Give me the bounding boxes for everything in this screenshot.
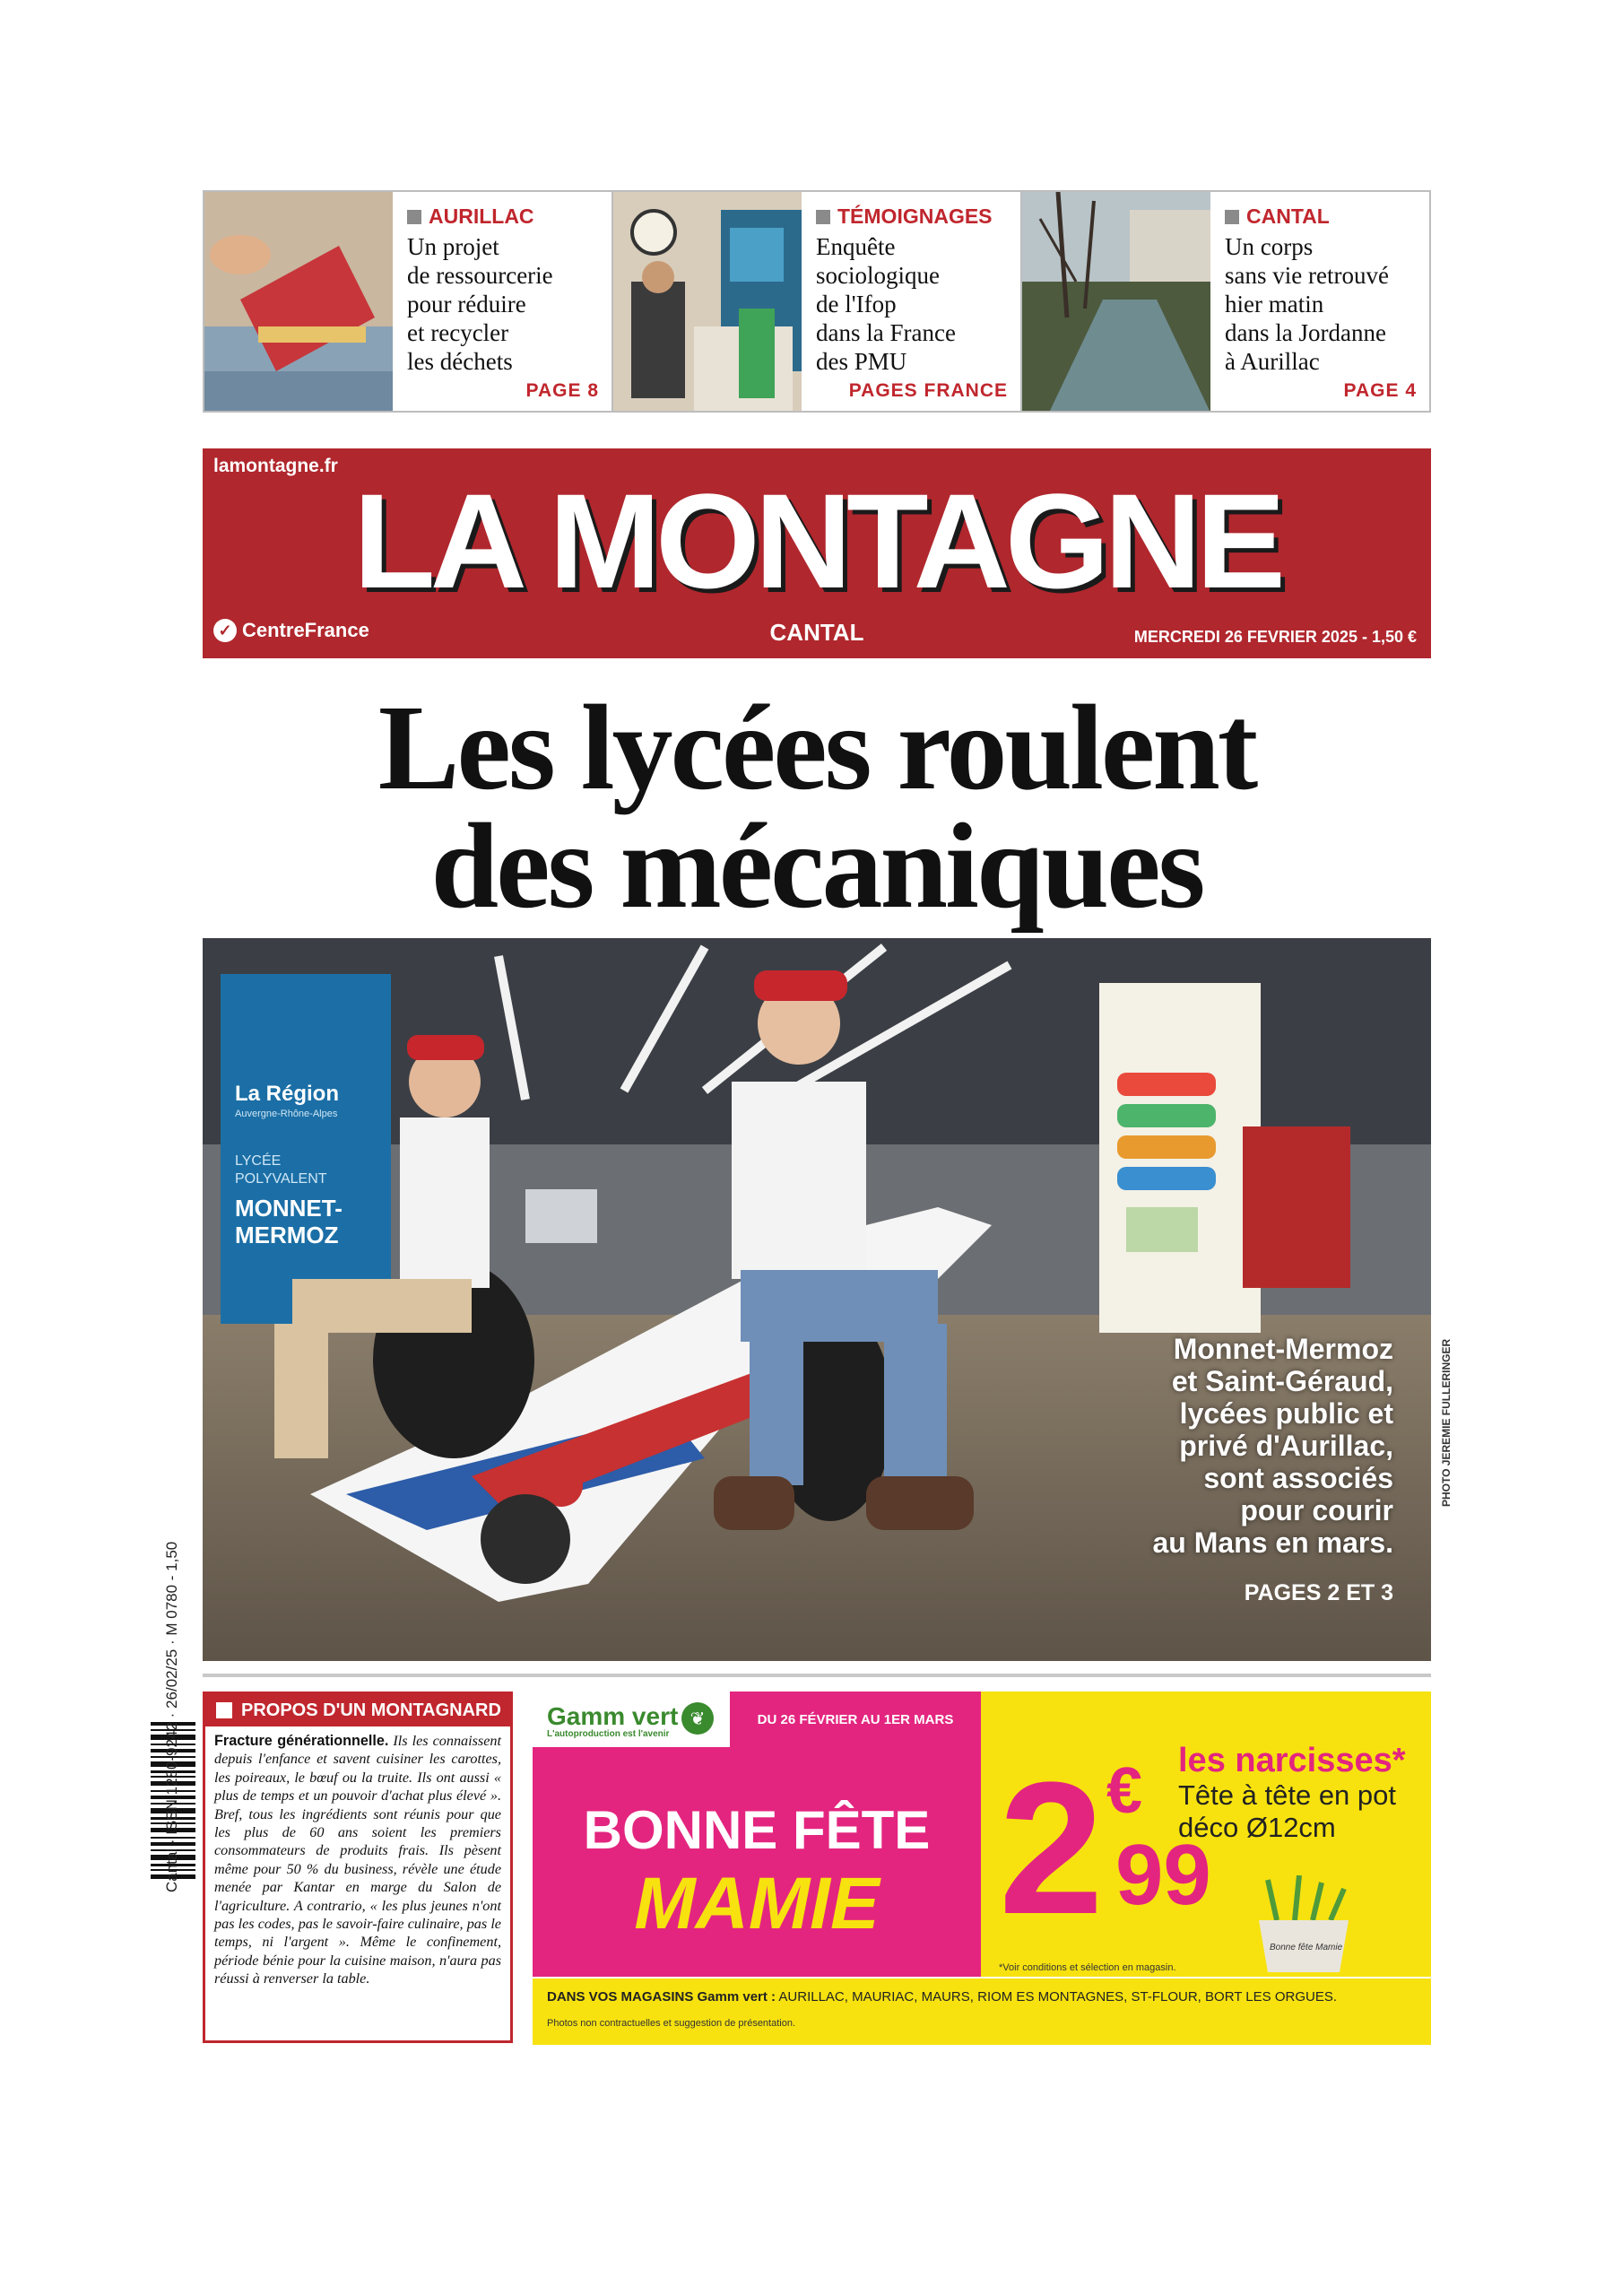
teaser-text: Un corps sans vie retrouvé hier matin dans la Jordanne à Aurillac	[1225, 233, 1389, 375]
teaser-kicker: CANTAL	[1225, 204, 1417, 229]
centrefrance-brand: ✓ CentreFrance	[213, 619, 369, 642]
main-photo[interactable]	[203, 938, 1431, 1661]
product-desc: Tête à tête en pot déco Ø12cm	[1178, 1779, 1397, 1843]
photo-pages-ref: PAGES 2 ET 3	[1244, 1580, 1393, 1605]
teaser-photo-ressourcerie	[204, 192, 393, 411]
date-price: MERCREDI 26 FEVRIER 2025 - 1,50 €	[1133, 628, 1417, 646]
teaser-strip	[203, 190, 1431, 413]
teaser-text: Un projet de ressourcerie pour réduire et recycler les déchets	[407, 233, 553, 375]
masthead	[203, 448, 1431, 658]
leaf-icon: ❦	[681, 1702, 714, 1735]
propos-text: Fracture générationnelle. Ils les connaissent depuis l'enfance et savent cuisiner les carottes, les poireaux, le bœuf ou la truite. Ils ont aussi « plus de temps et un pouvoir d'achat plus élevé ». Bref, tous les ingrédients sont réunis pour que les plus de 60 ans soient les premiers consommateurs de produits frais. Ils pèsent même pour 50 % du business, révèle une étude menée par Kantar en marge du Salon de l'agriculture. A contrario, « les plus jeunes n'ont pas les codes, pas le savoir-faire culinaire, pas le temps, ni l'argent ». Même le confinement, période bénie pour la cuisine maison, n'aura pas réussi à renverser la table.	[214, 1733, 501, 1987]
price-integer: 2	[999, 1743, 1104, 1953]
photo-credit: PHOTO JEREMIE FULLERINGER	[1440, 1338, 1453, 1507]
price-currency: €	[1106, 1755, 1143, 1827]
centrefrance-icon: ✓	[213, 619, 237, 642]
banner-school-line: LYCÉE	[235, 1153, 282, 1169]
edition-label: CANTAL	[769, 619, 864, 646]
teaser-temoignages[interactable]	[613, 192, 1022, 411]
teaser-photo-pmu	[613, 192, 802, 411]
banner-school-line: POLYVALENT	[235, 1171, 327, 1187]
product-name: les narcisses*	[1178, 1742, 1406, 1779]
teaser-photo-river	[1022, 192, 1210, 411]
teaser-kicker: AURILLAC	[407, 204, 599, 229]
banner-region-title: La Région	[235, 1082, 340, 1106]
price-decimal: 99	[1115, 1827, 1211, 1923]
propos-column[interactable]	[203, 1692, 513, 2043]
teaser-cantal[interactable]	[1022, 192, 1429, 411]
section-divider	[203, 1674, 1431, 1677]
ad-line1: BONNE FÊTE	[583, 1800, 931, 1860]
main-headline[interactable]: Les lycées roulent des mécaniques	[377, 681, 1256, 934]
ad-disclaimer: Photos non contractuelles et suggestion de présentation.	[547, 2018, 796, 2029]
narcissus-pot-icon	[1250, 1875, 1357, 1974]
ad-dates: DU 26 FÉVRIER AU 1ER MARS	[730, 1692, 981, 1747]
propos-header: PROPOS D'UN MONTAGNARD	[205, 1694, 510, 1726]
banner-school-name: MERMOZ	[235, 1222, 339, 1248]
newspaper-logo: LA MONTAGNE	[353, 465, 1280, 616]
banner-region-sub: Auvergne-Rhône-Alpes	[235, 1109, 338, 1119]
barcode-label: Cantal · ISSN 1280-9242 · 26/02/25 · M 0780 - 1,50	[163, 1541, 180, 1892]
teaser-page-ref: PAGE 8	[525, 380, 599, 401]
teaser-page-ref: PAGE 4	[1343, 380, 1417, 401]
teaser-page-ref: PAGES FRANCE	[848, 380, 1008, 401]
teaser-text: Enquête sociologique de l'Ifop dans la France des PMU	[816, 233, 956, 375]
ad-stores: DANS VOS MAGASINS Gamm vert : AURILLAC, MAURIAC, MAURS, RIOM ES MONTAGNES, ST-FLOUR, BORT LES ORGUES.	[547, 1989, 1338, 2005]
ad-line2: MAMIE	[634, 1863, 880, 1944]
ad-fineprint: *Voir conditions et sélection en magasin.	[999, 1962, 1176, 1973]
gammvert-logo: Gamm vert L'autoproduction est l'avenir ❦	[533, 1692, 730, 1747]
teaser-kicker: TÉMOIGNAGES	[816, 204, 1008, 229]
gammvert-ad[interactable]	[533, 1692, 1431, 2043]
photo-caption: Monnet-Mermoz et Saint-Géraud, lycées public et privé d'Aurillac, sont associés pour courir au Mans en mars.	[1152, 1333, 1393, 1559]
teaser-aurillac[interactable]	[204, 192, 613, 411]
pot-label: Bonne fête Mamie	[1270, 1943, 1343, 1952]
site-url[interactable]: lamontagne.fr	[213, 456, 338, 476]
banner-school-name: MONNET-	[235, 1195, 343, 1222]
ad-stores-bar	[533, 1977, 1431, 2045]
